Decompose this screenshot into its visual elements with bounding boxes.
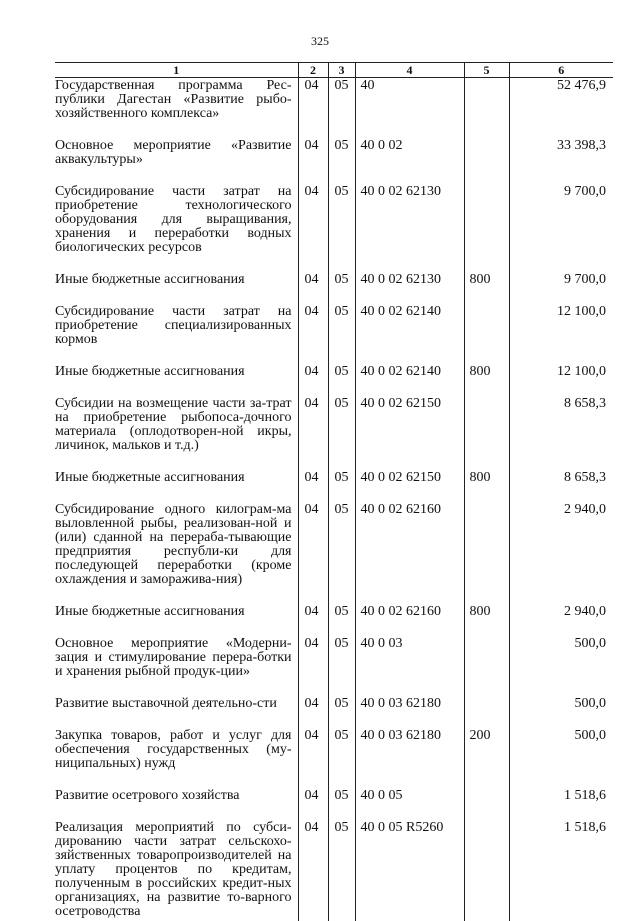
row-subsection: 05 <box>328 503 355 587</box>
spacer-cell <box>328 803 355 821</box>
row-name: Развитие осетрового хозяйства <box>55 788 240 803</box>
row-amount: 33 398,3 <box>509 139 613 167</box>
spacer-cell <box>298 619 328 637</box>
spacer-cell <box>298 379 328 397</box>
col-header-3: 3 <box>328 63 355 78</box>
row-amount: 2 940,0 <box>509 605 613 619</box>
row-expense-type: 800 <box>464 605 509 619</box>
table-row <box>55 503 613 587</box>
table-row <box>55 397 613 453</box>
spacer-cell <box>464 587 509 605</box>
row-name: Основное мероприятие «Развитие аквакультуры» <box>55 138 292 167</box>
row-name: Иные бюджетные ассигнования <box>55 364 245 379</box>
table-row <box>55 697 613 711</box>
spacer-cell <box>464 379 509 397</box>
spacer-cell <box>464 287 509 305</box>
spacer-cell <box>509 287 613 305</box>
row-spacer <box>55 379 613 397</box>
row-section: 04 <box>298 789 328 803</box>
row-expense-type <box>464 397 509 453</box>
page-number: 325 <box>311 34 329 48</box>
row-spacer <box>55 485 613 503</box>
row-name: Иные бюджетные ассигнования <box>55 272 245 287</box>
row-target-code: 40 0 03 <box>355 637 464 679</box>
spacer-cell <box>328 121 355 139</box>
spacer-cell <box>298 803 328 821</box>
row-expense-type <box>464 789 509 803</box>
row-expense-type <box>464 821 509 921</box>
row-amount: 1 518,6 <box>509 789 613 803</box>
row-spacer <box>55 587 613 605</box>
row-name: Основное мероприятие «Модерни-зация и стимулирование перера-ботки и хранения рыбной продук-ции» <box>55 636 292 679</box>
row-section: 04 <box>298 637 328 679</box>
spacer-cell <box>464 167 509 185</box>
row-amount: 500,0 <box>509 637 613 679</box>
row-spacer <box>55 453 613 471</box>
row-expense-type: 200 <box>464 729 509 771</box>
row-spacer <box>55 347 613 365</box>
spacer-cell <box>355 453 464 471</box>
spacer-cell <box>328 619 355 637</box>
row-section: 04 <box>298 503 328 587</box>
row-target-code: 40 0 03 62180 <box>355 697 464 711</box>
spacer-cell <box>328 453 355 471</box>
spacer-cell <box>509 771 613 789</box>
row-expense-type: 800 <box>464 471 509 485</box>
row-subsection: 05 <box>328 365 355 379</box>
row-target-code: 40 0 03 62180 <box>355 729 464 771</box>
row-section: 04 <box>298 185 328 255</box>
spacer-cell <box>464 619 509 637</box>
row-subsection: 05 <box>328 637 355 679</box>
spacer-cell <box>355 587 464 605</box>
spacer-cell <box>328 587 355 605</box>
row-target-code: 40 0 02 62130 <box>355 273 464 287</box>
row-spacer <box>55 679 613 697</box>
row-target-code: 40 0 05 <box>355 789 464 803</box>
spacer-cell <box>328 379 355 397</box>
spacer-cell <box>298 679 328 697</box>
spacer-cell <box>355 167 464 185</box>
row-subsection: 05 <box>328 78 355 122</box>
row-section: 04 <box>298 139 328 167</box>
table-row <box>55 637 613 679</box>
row-name: Реализация мероприятий по субси-дированию части затрат сельскохо-зяйственных товаропроизводителей на уплату процентов по кредитам, полученным в российских кредит-ных организациях, на развитие то-варного осетроводства <box>55 820 292 919</box>
row-subsection: 05 <box>328 305 355 347</box>
spacer-cell <box>298 347 328 365</box>
budget-table <box>55 62 613 921</box>
row-expense-type: 800 <box>464 365 509 379</box>
spacer-cell <box>298 587 328 605</box>
row-amount: 500,0 <box>509 697 613 711</box>
row-target-code: 40 0 02 62130 <box>355 185 464 255</box>
row-spacer <box>55 711 613 729</box>
row-amount: 12 100,0 <box>509 365 613 379</box>
row-spacer <box>55 255 613 273</box>
row-expense-type <box>464 697 509 711</box>
spacer-cell <box>328 711 355 729</box>
spacer-cell <box>55 255 298 273</box>
row-subsection: 05 <box>328 729 355 771</box>
row-spacer <box>55 771 613 789</box>
row-section: 04 <box>298 78 328 122</box>
row-section: 04 <box>298 729 328 771</box>
spacer-cell <box>328 347 355 365</box>
row-section: 04 <box>298 821 328 921</box>
spacer-cell <box>298 121 328 139</box>
spacer-cell <box>509 347 613 365</box>
spacer-cell <box>55 167 298 185</box>
row-name: Субсидирование части затрат на приобретение технологического оборудования для выращивания, хранения и переработки водных биологических ресурсов <box>55 184 292 255</box>
spacer-cell <box>509 121 613 139</box>
row-name: Развитие выставочной деятельно-сти <box>55 696 277 711</box>
spacer-cell <box>55 803 298 821</box>
spacer-cell <box>464 803 509 821</box>
row-spacer <box>55 287 613 305</box>
table-row <box>55 365 613 379</box>
table-row <box>55 185 613 255</box>
spacer-cell <box>509 803 613 821</box>
row-expense-type <box>464 503 509 587</box>
col-header-5: 5 <box>464 63 509 78</box>
spacer-cell <box>298 485 328 503</box>
row-target-code: 40 0 02 62140 <box>355 365 464 379</box>
col-header-1: 1 <box>55 63 298 78</box>
table-row <box>55 789 613 803</box>
row-subsection: 05 <box>328 821 355 921</box>
spacer-cell <box>55 587 298 605</box>
spacer-cell <box>509 711 613 729</box>
row-expense-type <box>464 185 509 255</box>
row-subsection: 05 <box>328 605 355 619</box>
row-spacer <box>55 167 613 185</box>
spacer-cell <box>509 587 613 605</box>
spacer-cell <box>298 711 328 729</box>
row-amount: 9 700,0 <box>509 273 613 287</box>
row-section: 04 <box>298 605 328 619</box>
row-amount: 1 518,6 <box>509 821 613 921</box>
row-amount: 8 658,3 <box>509 471 613 485</box>
row-expense-type <box>464 305 509 347</box>
spacer-cell <box>55 619 298 637</box>
spacer-cell <box>355 803 464 821</box>
row-expense-type <box>464 78 509 122</box>
spacer-cell <box>355 255 464 273</box>
row-target-code: 40 <box>355 78 464 122</box>
spacer-cell <box>509 255 613 273</box>
header-row <box>55 63 613 78</box>
row-name: Субсидирование части затрат на приобретение специализированных кормов <box>55 304 292 347</box>
row-subsection: 05 <box>328 139 355 167</box>
row-name: Иные бюджетные ассигнования <box>55 604 245 619</box>
spacer-cell <box>509 167 613 185</box>
row-target-code: 40 0 02 62160 <box>355 503 464 587</box>
spacer-cell <box>298 771 328 789</box>
spacer-cell <box>55 485 298 503</box>
row-subsection: 05 <box>328 185 355 255</box>
spacer-cell <box>328 679 355 697</box>
spacer-cell <box>509 379 613 397</box>
row-subsection: 05 <box>328 397 355 453</box>
spacer-cell <box>509 619 613 637</box>
spacer-cell <box>55 711 298 729</box>
row-amount: 52 476,9 <box>509 78 613 122</box>
row-section: 04 <box>298 365 328 379</box>
spacer-cell <box>55 121 298 139</box>
spacer-cell <box>55 453 298 471</box>
spacer-cell <box>355 619 464 637</box>
spacer-cell <box>55 347 298 365</box>
table-row <box>55 729 613 771</box>
row-name: Субсидии на возмещение части за-трат на приобретение рыбопоса-дочного материала (оплодотворен-ной икры, личинок, мальков и т.д.) <box>55 396 292 453</box>
spacer-cell <box>298 255 328 273</box>
row-name: Государственная программа Рес-публики Дагестан «Развитие рыбо-хозяйственного комплекса» <box>55 78 292 121</box>
row-expense-type: 800 <box>464 273 509 287</box>
row-amount: 2 940,0 <box>509 503 613 587</box>
row-subsection: 05 <box>328 471 355 485</box>
table-row <box>55 273 613 287</box>
row-name: Субсидирование одного килограм-ма выловленной рыбы, реализован-ной и (или) сданной на перераба-тывающие предприятия республи-ки для последующей переработки (кроме охлаждения и заморажива-ния) <box>55 502 292 587</box>
spacer-cell <box>298 287 328 305</box>
spacer-cell <box>355 379 464 397</box>
table-row <box>55 605 613 619</box>
row-name: Иные бюджетные ассигнования <box>55 470 245 485</box>
spacer-cell <box>355 711 464 729</box>
spacer-cell <box>464 711 509 729</box>
spacer-cell <box>355 485 464 503</box>
spacer-cell <box>464 255 509 273</box>
spacer-cell <box>464 485 509 503</box>
row-subsection: 05 <box>328 697 355 711</box>
row-target-code: 40 0 02 <box>355 139 464 167</box>
row-section: 04 <box>298 305 328 347</box>
row-target-code: 40 0 02 62150 <box>355 471 464 485</box>
row-name: Закупка товаров, работ и услуг для обеспечения государственных (му-ниципальных) нужд <box>55 728 292 771</box>
spacer-cell <box>55 379 298 397</box>
spacer-cell <box>464 121 509 139</box>
row-target-code: 40 0 02 62140 <box>355 305 464 347</box>
row-amount: 12 100,0 <box>509 305 613 347</box>
spacer-cell <box>464 771 509 789</box>
row-spacer <box>55 619 613 637</box>
spacer-cell <box>464 347 509 365</box>
row-section: 04 <box>298 273 328 287</box>
row-section: 04 <box>298 471 328 485</box>
table-row <box>55 821 613 921</box>
row-amount: 500,0 <box>509 729 613 771</box>
spacer-cell <box>328 287 355 305</box>
table-row <box>55 471 613 485</box>
spacer-cell <box>55 771 298 789</box>
row-target-code: 40 0 05 R5260 <box>355 821 464 921</box>
spacer-cell <box>355 287 464 305</box>
row-amount: 8 658,3 <box>509 397 613 453</box>
table-row <box>55 305 613 347</box>
spacer-cell <box>355 121 464 139</box>
spacer-cell <box>328 167 355 185</box>
spacer-cell <box>328 255 355 273</box>
col-header-4: 4 <box>355 63 464 78</box>
spacer-cell <box>355 347 464 365</box>
row-amount: 9 700,0 <box>509 185 613 255</box>
row-subsection: 05 <box>328 273 355 287</box>
spacer-cell <box>509 679 613 697</box>
spacer-cell <box>328 771 355 789</box>
spacer-cell <box>509 485 613 503</box>
spacer-cell <box>355 679 464 697</box>
row-expense-type <box>464 139 509 167</box>
spacer-cell <box>464 453 509 471</box>
spacer-cell <box>328 485 355 503</box>
table-row <box>55 139 613 167</box>
spacer-cell <box>355 771 464 789</box>
col-header-2: 2 <box>298 63 328 78</box>
row-section: 04 <box>298 397 328 453</box>
spacer-cell <box>55 679 298 697</box>
row-expense-type <box>464 637 509 679</box>
spacer-cell <box>55 287 298 305</box>
row-target-code: 40 0 02 62150 <box>355 397 464 453</box>
col-header-6: 6 <box>509 63 613 78</box>
row-target-code: 40 0 02 62160 <box>355 605 464 619</box>
spacer-cell <box>509 453 613 471</box>
row-section: 04 <box>298 697 328 711</box>
spacer-cell <box>298 167 328 185</box>
spacer-cell <box>298 453 328 471</box>
row-subsection: 05 <box>328 789 355 803</box>
row-spacer <box>55 121 613 139</box>
row-spacer <box>55 803 613 821</box>
table-row <box>55 78 613 122</box>
spacer-cell <box>464 679 509 697</box>
